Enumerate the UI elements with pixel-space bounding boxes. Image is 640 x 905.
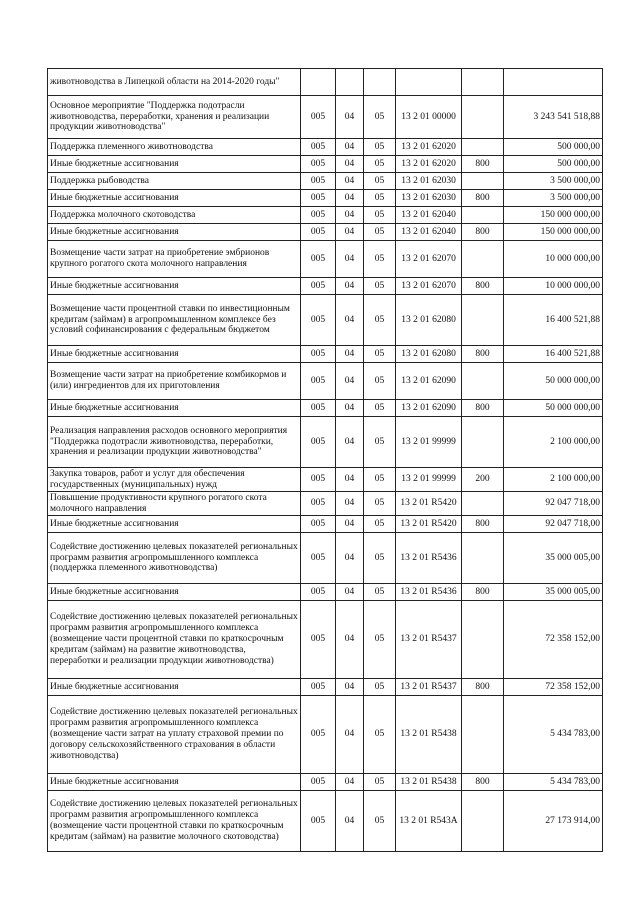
row-rz: 04 (336, 295, 364, 346)
row-sum: 27 173 914,00 (504, 791, 603, 852)
row-csr: 13 2 01 62080 (396, 295, 462, 346)
table-row (48, 492, 603, 516)
row-gr: 005 (301, 791, 336, 852)
row-csr: 13 2 01 R5438 (396, 696, 462, 774)
row-gr: 005 (301, 156, 336, 173)
row-rz: 04 (336, 696, 364, 774)
row-rz: 04 (336, 417, 364, 468)
row-csr: 13 2 01 R5420 (396, 516, 462, 533)
table-row (48, 696, 603, 774)
row-pr: 05 (364, 791, 396, 852)
row-sum: 3 500 000,00 (504, 173, 603, 190)
row-name: Иные бюджетные ассигнования (48, 774, 301, 791)
row-csr: 13 2 01 R5420 (396, 492, 462, 516)
row-csr: 13 2 01 62070 (396, 241, 462, 278)
row-gr: 005 (301, 601, 336, 679)
row-csr: 13 2 01 R5438 (396, 774, 462, 791)
row-csr: 13 2 01 R5436 (396, 533, 462, 584)
row-rz: 04 (336, 584, 364, 601)
row-gr: 005 (301, 207, 336, 224)
row-name: Иные бюджетные ассигнования (48, 156, 301, 173)
row-sum: 150 000 000,00 (504, 224, 603, 241)
row-rz: 04 (336, 492, 364, 516)
row-vr: 200 (462, 468, 504, 492)
row-gr: 005 (301, 346, 336, 363)
row-gr: 005 (301, 696, 336, 774)
table-row (48, 139, 603, 156)
row-rz: 04 (336, 96, 364, 139)
row-csr: 13 2 01 99999 (396, 417, 462, 468)
table-row (48, 241, 603, 278)
row-vr: 800 (462, 156, 504, 173)
row-gr: 005 (301, 295, 336, 346)
row-vr: 800 (462, 774, 504, 791)
row-name: Иные бюджетные ассигнования (48, 516, 301, 533)
row-vr (462, 492, 504, 516)
row-vr (462, 601, 504, 679)
row-name: Содействие достижению целевых показателей региональных программ развития агропромышленного комплекса (поддержка племенного животноводства) (48, 533, 301, 584)
row-csr: 13 2 01 62020 (396, 139, 462, 156)
row-vr (462, 96, 504, 139)
row-sum: 500 000,00 (504, 156, 603, 173)
row-name: Содействие достижению целевых показателей региональных программ развития агропромышленного комплекса (возмещение части процентной ставки по краткосрочным кредитам (займам) на развитие молочного скотоводства) (48, 791, 301, 852)
row-rz: 04 (336, 400, 364, 417)
row-name: Поддержка племенного животноводства (48, 139, 301, 156)
row-sum: 3 500 000,00 (504, 190, 603, 207)
row-vr (462, 696, 504, 774)
row-rz: 04 (336, 346, 364, 363)
row-gr: 005 (301, 190, 336, 207)
row-rz: 04 (336, 601, 364, 679)
row-name: Возмещение части затрат на приобретение эмбрионов крупного рогатого скота молочного направления (48, 241, 301, 278)
table-row (48, 774, 603, 791)
row-sum: 500 000,00 (504, 139, 603, 156)
row-gr: 005 (301, 679, 336, 696)
row-name: Содействие достижению целевых показателей региональных программ развития агропромышленного комплекса (возмещение части процентной ставки по краткосрочным кредитам (займам) на развитие животноводства, переработки и реализации продукции животноводства) (48, 601, 301, 679)
table-row (48, 224, 603, 241)
table-row (48, 173, 603, 190)
row-vr (462, 173, 504, 190)
row-csr: 13 2 01 62070 (396, 278, 462, 295)
row-rz: 04 (336, 774, 364, 791)
row-name: Закупка товаров, работ и услуг для обеспечения государственных (муниципальных) нужд (48, 468, 301, 492)
table-row (48, 516, 603, 533)
budget-table-body (48, 69, 603, 852)
row-csr: 13 2 01 R5437 (396, 679, 462, 696)
row-sum: 35 000 005,00 (504, 584, 603, 601)
row-csr: 13 2 01 R543А (396, 791, 462, 852)
row-gr: 005 (301, 492, 336, 516)
row-sum: 150 000 000,00 (504, 207, 603, 224)
row-rz: 04 (336, 533, 364, 584)
row-vr (462, 69, 504, 96)
row-gr: 005 (301, 774, 336, 791)
row-pr: 05 (364, 492, 396, 516)
table-row (48, 278, 603, 295)
row-csr: 13 2 01 R5437 (396, 601, 462, 679)
row-vr: 800 (462, 190, 504, 207)
table-row (48, 584, 603, 601)
row-vr: 800 (462, 679, 504, 696)
row-csr: 13 2 01 62090 (396, 363, 462, 400)
row-sum: 72 358 152,00 (504, 679, 603, 696)
row-sum (504, 69, 603, 96)
row-rz: 04 (336, 468, 364, 492)
row-pr: 05 (364, 468, 396, 492)
row-gr: 005 (301, 516, 336, 533)
row-vr (462, 139, 504, 156)
row-sum: 16 400 521,88 (504, 346, 603, 363)
row-name: Иные бюджетные ассигнования (48, 224, 301, 241)
row-pr: 05 (364, 241, 396, 278)
row-rz: 04 (336, 516, 364, 533)
row-name: Иные бюджетные ассигнования (48, 584, 301, 601)
row-gr: 005 (301, 584, 336, 601)
row-gr: 005 (301, 468, 336, 492)
row-sum: 72 358 152,00 (504, 601, 603, 679)
row-csr: 13 2 01 R5436 (396, 584, 462, 601)
row-rz: 04 (336, 278, 364, 295)
budget-table (47, 68, 603, 852)
row-csr: 13 2 01 62090 (396, 400, 462, 417)
row-gr: 005 (301, 173, 336, 190)
row-vr: 800 (462, 346, 504, 363)
row-gr: 005 (301, 400, 336, 417)
row-pr: 05 (364, 224, 396, 241)
row-csr: 13 2 01 62020 (396, 156, 462, 173)
row-pr: 05 (364, 679, 396, 696)
row-csr (396, 69, 462, 96)
row-name: Иные бюджетные ассигнования (48, 278, 301, 295)
table-row (48, 190, 603, 207)
table-row (48, 156, 603, 173)
row-pr: 05 (364, 696, 396, 774)
row-sum: 5 434 783,00 (504, 774, 603, 791)
row-rz: 04 (336, 241, 364, 278)
row-pr: 05 (364, 156, 396, 173)
row-name: Повышение продуктивности крупного рогатого скота молочного направления (48, 492, 301, 516)
row-sum: 35 000 005,00 (504, 533, 603, 584)
row-name: Поддержка рыбоводства (48, 173, 301, 190)
table-row (48, 363, 603, 400)
row-gr: 005 (301, 139, 336, 156)
row-sum: 2 100 000,00 (504, 468, 603, 492)
row-vr (462, 207, 504, 224)
table-row (48, 400, 603, 417)
row-vr (462, 295, 504, 346)
row-csr: 13 2 01 62030 (396, 173, 462, 190)
row-vr: 800 (462, 278, 504, 295)
row-rz: 04 (336, 190, 364, 207)
row-sum: 92 047 718,00 (504, 492, 603, 516)
table-row (48, 417, 603, 468)
row-sum: 3 243 541 518,88 (504, 96, 603, 139)
row-csr: 13 2 01 62030 (396, 190, 462, 207)
row-pr: 05 (364, 533, 396, 584)
row-gr: 005 (301, 417, 336, 468)
row-csr: 13 2 01 62080 (396, 346, 462, 363)
row-name: Возмещение части затрат на приобретение комбикормов и (или) ингредиентов для их приготовления (48, 363, 301, 400)
row-pr: 05 (364, 295, 396, 346)
row-vr (462, 241, 504, 278)
row-pr: 05 (364, 173, 396, 190)
row-gr: 005 (301, 224, 336, 241)
row-gr: 005 (301, 363, 336, 400)
table-row (48, 346, 603, 363)
row-name: животноводства в Липецкой области на 2014-2020 годы" (48, 69, 301, 96)
row-pr: 05 (364, 96, 396, 139)
row-name: Иные бюджетные ассигнования (48, 190, 301, 207)
row-name: Иные бюджетные ассигнования (48, 400, 301, 417)
row-sum: 92 047 718,00 (504, 516, 603, 533)
row-name: Реализация направления расходов основного мероприятия "Поддержка подотрасли животноводства, переработки, хранения и реализации продукции животноводства" (48, 417, 301, 468)
row-csr: 13 2 01 99999 (396, 468, 462, 492)
row-vr (462, 533, 504, 584)
row-pr: 05 (364, 346, 396, 363)
row-sum: 5 434 783,00 (504, 696, 603, 774)
row-gr: 005 (301, 241, 336, 278)
row-pr (364, 69, 396, 96)
row-rz: 04 (336, 791, 364, 852)
row-rz: 04 (336, 207, 364, 224)
row-pr: 05 (364, 363, 396, 400)
row-gr: 005 (301, 533, 336, 584)
row-sum: 10 000 000,00 (504, 278, 603, 295)
row-gr: 005 (301, 278, 336, 295)
row-rz: 04 (336, 173, 364, 190)
row-name: Поддержка молочного скотоводства (48, 207, 301, 224)
table-row (48, 207, 603, 224)
row-name: Иные бюджетные ассигнования (48, 679, 301, 696)
row-pr: 05 (364, 139, 396, 156)
row-rz: 04 (336, 139, 364, 156)
row-csr: 13 2 01 00000 (396, 96, 462, 139)
table-row (48, 295, 603, 346)
row-csr: 13 2 01 62040 (396, 224, 462, 241)
row-vr: 800 (462, 584, 504, 601)
row-pr: 05 (364, 278, 396, 295)
row-rz: 04 (336, 363, 364, 400)
row-gr (301, 69, 336, 96)
row-pr: 05 (364, 516, 396, 533)
table-row (48, 96, 603, 139)
row-pr: 05 (364, 417, 396, 468)
row-csr: 13 2 01 62040 (396, 207, 462, 224)
table-row (48, 533, 603, 584)
row-rz: 04 (336, 156, 364, 173)
table-row (48, 69, 603, 96)
row-pr: 05 (364, 400, 396, 417)
row-name: Основное мероприятие "Поддержка подотрасли животноводства, переработки, хранения и реализации продукции животноводства" (48, 96, 301, 139)
row-sum: 2 100 000,00 (504, 417, 603, 468)
row-vr (462, 791, 504, 852)
row-name: Возмещение части процентной ставки по инвестиционным кредитам (займам) в агропромышленном комплексе без условий софинансирования с федеральным бюджетом (48, 295, 301, 346)
row-rz: 04 (336, 224, 364, 241)
row-vr: 800 (462, 224, 504, 241)
table-row (48, 468, 603, 492)
row-vr: 800 (462, 516, 504, 533)
row-sum: 10 000 000,00 (504, 241, 603, 278)
row-rz: 04 (336, 679, 364, 696)
row-gr: 005 (301, 96, 336, 139)
row-pr: 05 (364, 774, 396, 791)
row-sum: 50 000 000,00 (504, 363, 603, 400)
row-pr: 05 (364, 601, 396, 679)
row-pr: 05 (364, 190, 396, 207)
row-name: Иные бюджетные ассигнования (48, 346, 301, 363)
row-name: Содействие достижению целевых показателей региональных программ развития агропромышленного комплекса (возмещение части затрат на уплату страховой премии по договору сельскохозяйственного страхования в области животноводства) (48, 696, 301, 774)
row-pr: 05 (364, 207, 396, 224)
row-vr: 800 (462, 400, 504, 417)
table-row (48, 601, 603, 679)
row-rz (336, 69, 364, 96)
row-vr (462, 417, 504, 468)
row-sum: 50 000 000,00 (504, 400, 603, 417)
table-row (48, 791, 603, 852)
table-row (48, 679, 603, 696)
row-vr (462, 363, 504, 400)
row-pr: 05 (364, 584, 396, 601)
row-sum: 16 400 521,88 (504, 295, 603, 346)
